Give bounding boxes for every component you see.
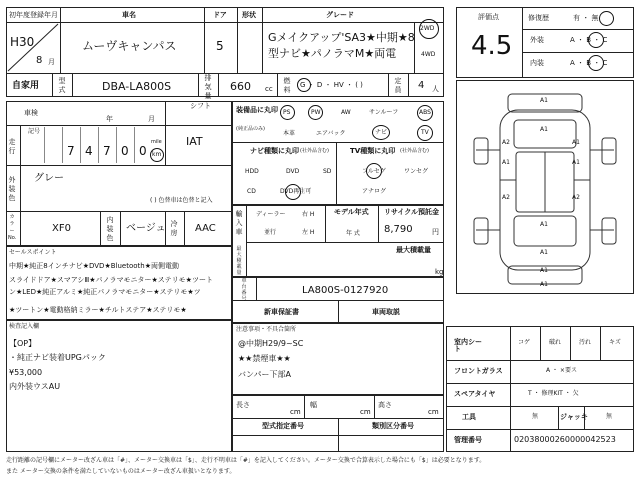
max-load-vertical: 最大積載量 <box>236 246 242 276</box>
jack-label: ジャッキ <box>560 413 588 421</box>
diagram-label: A1 <box>572 159 580 166</box>
score-label: 評価点 <box>478 13 499 21</box>
tv-type-label: TV種類に丸印 <box>350 147 396 155</box>
inspector-line: 【OP】 <box>9 339 37 348</box>
mileage-note-label: 記号 <box>28 128 41 135</box>
import-dealer: ディーラー <box>256 211 286 218</box>
repair-options: 有 ・ 無 <box>573 14 599 22</box>
diagram-label: A1 <box>540 281 548 288</box>
exterior-b-circle <box>588 32 604 48</box>
navi-sd: SD <box>323 168 332 175</box>
car-name: ムーヴキャンパス <box>82 39 177 53</box>
tools-label: 工具 <box>462 413 476 421</box>
jack-value: 無 <box>606 413 613 420</box>
recycle-label: リサイクル預託金 <box>384 208 440 216</box>
mile-unit: mile <box>151 139 162 145</box>
max-load-label: 最大積載量 <box>396 246 431 254</box>
navi-type-sub: (社外品含む) <box>300 148 329 154</box>
recycle-value: 8,790 <box>384 224 413 235</box>
spare-options: T ・ 修理KIT ・ 欠 <box>528 390 579 397</box>
mileage-digit: 7 <box>67 144 75 158</box>
windshield-options: A ・ ×要ス <box>546 367 577 374</box>
displacement-label: 排気量 <box>204 74 212 100</box>
grade-line-1: Gメイクアップ'SA3★中期★8 <box>268 31 415 44</box>
first-reg-month: 8 <box>36 55 43 66</box>
diagram-label: A1 <box>540 97 548 104</box>
door-label: ドア <box>213 11 227 19</box>
month-unit: 月 <box>48 58 55 66</box>
aircon-label: 冷房 <box>170 220 178 237</box>
length-label: 長さ <box>236 401 250 409</box>
interior-color-value: ベージュ <box>126 223 166 234</box>
color-no-label: カラーNo. <box>8 214 17 241</box>
equipment-label: 装備品に丸印 <box>236 106 278 114</box>
grade-line-2: 型ナビ★パノラマM★両電 <box>268 47 397 60</box>
capacity-value: 4 <box>418 80 425 91</box>
car-name-label: 車名 <box>122 11 136 19</box>
diagram-label: A2 <box>572 194 580 201</box>
first-reg-label: 初年度登録年月 <box>9 11 58 19</box>
use-label: 自家用 <box>12 81 40 91</box>
interior-color-label: 内装色 <box>106 216 114 242</box>
drive-2wd: 2WD <box>420 25 435 32</box>
chassis-value: LA800S-0127920 <box>302 285 389 296</box>
color-value: グレー <box>34 173 64 184</box>
tv-type-sub: (社外品含む) <box>400 148 429 154</box>
person-unit: 人 <box>432 85 439 93</box>
sales-line: 中期★純正8インチナビ★DVD★Bluetooth★両側電動 <box>9 262 179 270</box>
mileage-digit: 4 <box>85 144 93 158</box>
type-number-label: 型式指定番号 <box>262 422 304 430</box>
interior-item: キズ <box>609 339 621 346</box>
diagram-label: A1 <box>572 139 580 146</box>
aircon-value: AAC <box>195 223 216 234</box>
fuel-options: G ・ D ・ HV ・ ( ) <box>300 81 363 89</box>
km-unit: km <box>152 151 162 158</box>
import-parallel: 並行 <box>264 229 277 236</box>
capacity-label: 定員 <box>394 77 402 94</box>
sales-line: スライドドア★スマアシⅢ★パノラマモニター★ステリモ★ツート <box>9 276 213 284</box>
footer-line: また メーター交換の条件を満たしていないものはメーター改ざん車扱いとなります。 <box>6 468 236 475</box>
yen-unit: 円 <box>432 228 439 236</box>
interior-options: A ・ B ・ C <box>570 59 608 67</box>
kg-unit: kg <box>435 268 444 276</box>
notes-line: @中期H29/9~SC <box>238 339 304 348</box>
tv-analog: アナログ <box>362 188 387 195</box>
width-unit: cm <box>360 408 371 416</box>
import-label: 輸入車 <box>235 210 243 236</box>
inspection-label: 車検 <box>24 109 38 117</box>
tv-fullseg: フルセグ <box>362 168 386 175</box>
diagram-label: A1 <box>540 267 548 274</box>
equip-pw: PW <box>311 109 321 116</box>
import-right: 右 H <box>302 211 315 218</box>
color-label: 外装色 <box>8 176 16 202</box>
notes-line: ★★禁煙車★★ <box>238 354 291 363</box>
tools-value: 無 <box>532 413 539 420</box>
width-label: 幅 <box>310 401 317 409</box>
shape-label: 形状 <box>242 11 256 19</box>
model-year-unit: 年 式 <box>346 230 360 237</box>
spare-label: スペアタイヤ <box>454 390 496 398</box>
interior-item: コゲ <box>518 339 531 346</box>
sales-line: ★ツートン★電動格納ミラー★チルトステア★ステリモ★ <box>9 306 187 314</box>
exterior-options: A ・ B ・ C <box>570 36 608 44</box>
height-label: 高さ <box>378 401 392 409</box>
shift-value: IAT <box>186 135 203 148</box>
manage-label: 管理番号 <box>454 436 482 444</box>
repair-label: 修復歴 <box>528 14 549 22</box>
color-no-value: XF0 <box>52 223 71 234</box>
equip-airbag: エアバック <box>316 130 346 137</box>
equip-leather: 本革 <box>283 130 296 137</box>
inspection-month-unit: 月 <box>148 115 155 123</box>
vehicle-manual: 車両取説 <box>372 308 400 316</box>
length-unit: cm <box>290 408 301 416</box>
diagram-label: A1 <box>502 159 510 166</box>
displacement-value: 660 <box>230 80 251 93</box>
model-value: DBA-LA800S <box>102 80 172 93</box>
footer-line: 走行距離の記号欄にメーター改ざん車は「#」、メーター交換車は「$」、走行不明車は「#」を記入してください。メーター交換で合算表示した場合にも「$」は必要となります。 <box>6 457 486 464</box>
equip-sunroof: サンルーフ <box>369 109 399 116</box>
diagram-label: A1 <box>540 221 548 228</box>
equip-ps: PS <box>283 109 291 116</box>
shift-label: シフト <box>190 102 211 110</box>
interior-item: 汚れ <box>579 339 592 346</box>
repair-none-circle <box>599 11 614 26</box>
cc-unit: cc <box>265 85 273 93</box>
chassis-label: 車台番号 <box>241 278 247 302</box>
sales-label: セールスポイント <box>9 249 57 256</box>
equipment-sublabel: (純正品のみ) <box>236 126 265 132</box>
equip-tv: TV <box>421 129 429 136</box>
diagram-label: A1 <box>540 126 548 133</box>
mileage-label: 走行 <box>8 138 16 155</box>
equip-aw: AW <box>341 109 351 116</box>
first-reg-year: H30 <box>10 35 35 49</box>
equip-navi: ナビ <box>375 129 388 136</box>
inspector-label: 検査記入欄 <box>9 323 40 330</box>
model-label: 型式 <box>58 77 66 94</box>
navi-type-label: ナビ種類に丸印 <box>250 147 299 155</box>
car-diagram-icon <box>456 80 634 294</box>
windshield-label: フロントガラス <box>454 367 503 375</box>
model-year-label: モデル年式 <box>334 208 369 216</box>
grade-label: グレード <box>326 11 354 19</box>
doors-value: 5 <box>216 39 224 53</box>
import-left: 左 H <box>302 229 315 236</box>
fuel-label: 燃料 <box>283 77 291 94</box>
inspector-line: ¥53,000 <box>9 368 43 377</box>
inspector-line: ・純正ナビ装着UPGパック <box>9 353 106 362</box>
mileage-digit: 0 <box>139 144 147 158</box>
diagram-label: A2 <box>502 194 510 201</box>
diagram-label: A1 <box>540 249 548 256</box>
equip-abs: ABS <box>419 109 431 116</box>
mileage-digit: 7 <box>103 144 111 158</box>
interior-sheet-label: 室内シート <box>454 338 482 353</box>
new-car-warranty: 新車保証書 <box>264 308 299 316</box>
mileage-digit: 0 <box>121 144 129 158</box>
interior-label: 内装 <box>530 59 544 67</box>
inspector-line: 内外装ウスAU <box>9 382 61 391</box>
navi-hdd: HDD <box>245 168 259 175</box>
score-value: 4.5 <box>471 31 513 61</box>
navi-dvd: DVD <box>286 168 300 175</box>
class-number-label: 類別区分番号 <box>372 422 414 430</box>
color-note: ( ) 色替車は色替と記入 <box>150 197 213 204</box>
manage-number: 02038000260000042523 <box>514 435 616 444</box>
notes-label: 注意事項・不具合箇所 <box>236 326 297 333</box>
navi-dvd-play: DVD再生可 <box>280 188 312 195</box>
inspection-year-unit: 年 <box>106 115 113 123</box>
tv-oneseg: ワンセグ <box>404 168 429 175</box>
exterior-label: 外装 <box>530 36 544 44</box>
interior-b-circle <box>588 55 604 71</box>
navi-cd: CD <box>247 188 256 195</box>
diagram-label: A2 <box>502 139 510 146</box>
drive-4wd: 4WD <box>421 51 436 58</box>
notes-line: バンパー下部A <box>238 370 291 379</box>
height-unit: cm <box>428 408 439 416</box>
interior-item: 破れ <box>549 339 562 346</box>
sales-line: ン★LED★純正アルミ★純正パノラマモニター★ステリモ★ツ <box>9 288 201 296</box>
